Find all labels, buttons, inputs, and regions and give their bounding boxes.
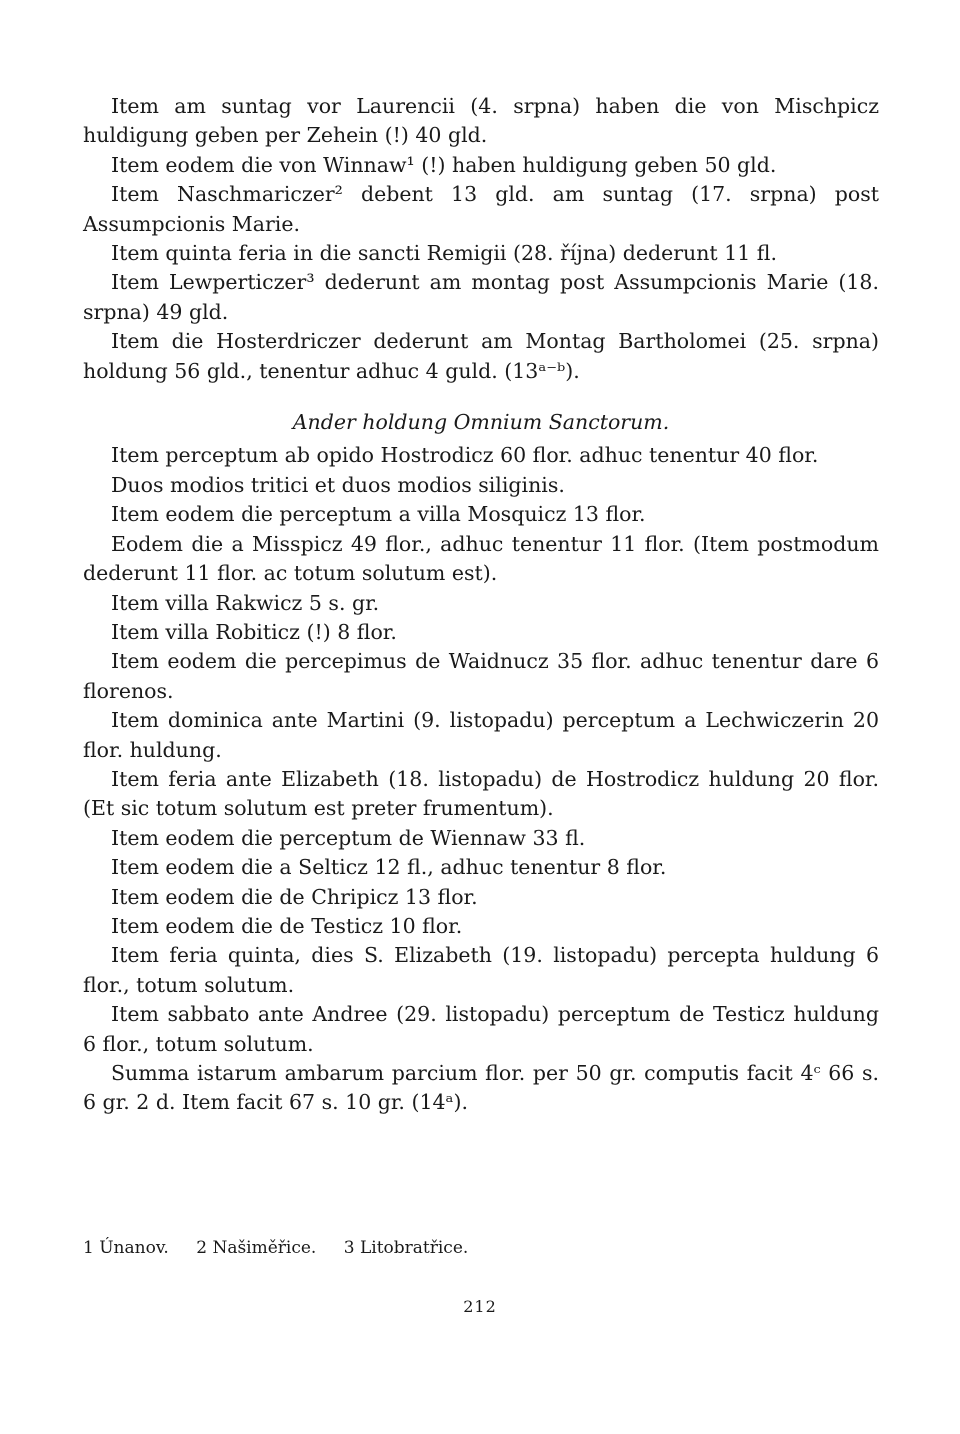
paragraph: Item villa Robiticz (!) 8 flor. bbox=[111, 619, 397, 644]
paragraph: Item eodem die von Winnaw¹ (!) haben huldigung geben 50 gld. bbox=[111, 152, 777, 177]
paragraph: Item feria ante Elizabeth (18. listopadu) de Hostrodicz huldung 20 flor. (Et sic totum solutum est preter frumentum). bbox=[83, 766, 879, 821]
paragraph: Item dominica ante Martini (9. listopadu) perceptum a Lechwiczerin 20 flor. huldung. bbox=[83, 708, 879, 762]
paragraph: Item sabbato ante Andree (29. listopadu) perceptum de Testicz huldung 6 flor., totum solutum. bbox=[83, 1002, 879, 1056]
paragraph: Eodem die a Misspicz 49 flor., adhuc tenentur 11 flor. (Item postmodum dederunt 11 flor. ac totum solutum est). bbox=[83, 531, 879, 586]
paragraph: Item quinta feria in die sancti Remigii (28. října) dederunt 11 fl. bbox=[111, 241, 777, 266]
paragraph: Item die Hosterdriczer dederunt am Montag Bartholomei (25. srpna) holdung 56 gld., tenentur adhuc 4 guld. (13ᵃ⁻ᵇ). bbox=[83, 329, 879, 383]
paragraph: Item Lewperticzer³ dederunt am montag post Assumpcionis Marie (18. srpna) 49 gld. bbox=[83, 270, 879, 324]
footnote: 1 Únanov. bbox=[83, 1238, 169, 1258]
paragraph: Item villa Rakwicz 5 s. gr. bbox=[111, 590, 380, 615]
paragraph: Item eodem die perceptum de Wiennaw 33 fl. bbox=[111, 825, 586, 850]
paragraph: Item perceptum ab opido Hostrodicz 60 flor. adhuc tenentur 40 flor. bbox=[111, 443, 819, 468]
section-heading: Ander holdung Omnium Sanctorum. bbox=[292, 410, 670, 435]
paragraph: Item eodem die de Chripicz 13 flor. bbox=[111, 884, 478, 909]
footnote: 3 Litobratřice. bbox=[343, 1238, 469, 1258]
paragraph: Item eodem die de Testicz 10 flor. bbox=[111, 913, 463, 938]
paragraph: Item am suntag vor Laurencii (4. srpna) haben die von Mischpicz huldigung geben per Zehein (!) 40 gld. bbox=[83, 94, 879, 148]
footnote: 2 Našiměřice. bbox=[196, 1238, 317, 1258]
footnotes bbox=[83, 1236, 879, 1260]
paragraph: Item eodem die a Selticz 12 fl., adhuc tenentur 8 flor. bbox=[111, 855, 667, 880]
paragraph: Item eodem die percepimus de Waidnucz 35 flor. adhuc tenentur dare 6 florenos. bbox=[83, 649, 879, 703]
body-text bbox=[83, 92, 879, 1118]
paragraph: Item Naschmariczer² debent 13 gld. am suntag (17. srpna) post Assumpcionis Marie. bbox=[83, 182, 879, 236]
paragraph: Item eodem die perceptum a villa Mosquicz 13 flor. bbox=[111, 502, 646, 527]
page-number: 212 bbox=[463, 1297, 497, 1316]
paragraph: Item feria quinta, dies S. Elizabeth (19. listopadu) percepta huldung 6 flor., totum solutum. bbox=[83, 943, 879, 997]
paragraph: Summa istarum ambarum parcium flor. per 50 gr. computis facit 4ᶜ 66 s. 6 gr. 2 d. Item facit 67 s. 10 gr. (14ᵃ). bbox=[83, 1061, 879, 1115]
paragraph: Duos modios tritici et duos modios siliginis. bbox=[111, 472, 565, 497]
